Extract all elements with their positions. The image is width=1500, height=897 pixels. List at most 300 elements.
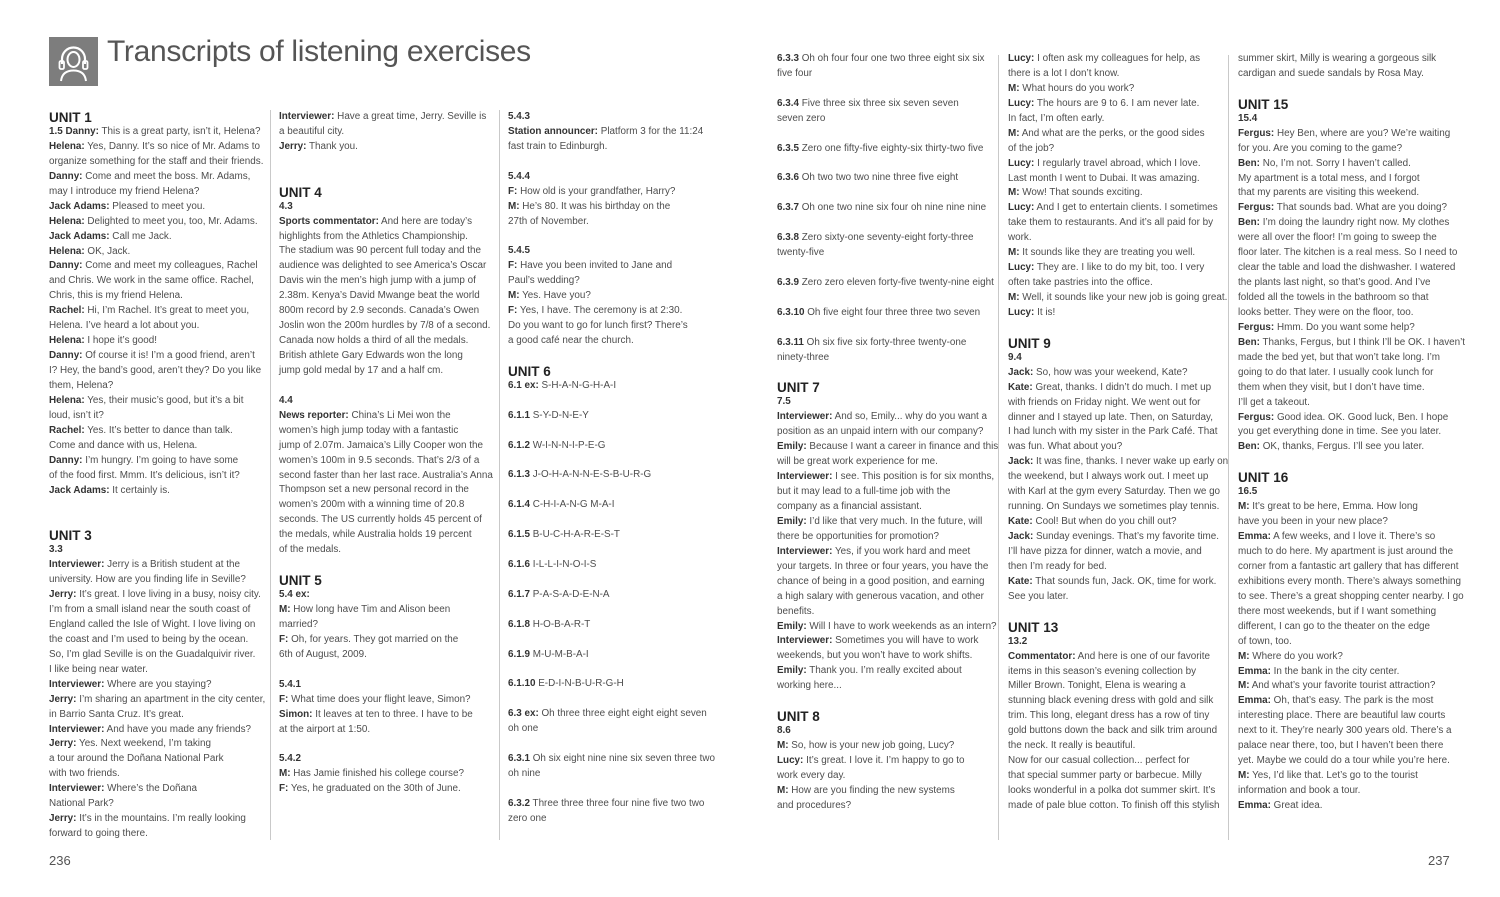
transcript-line: [1238, 784, 1458, 799]
transcript-line: [777, 171, 997, 186]
transcript-line: [1008, 97, 1228, 112]
transcript-line: [508, 588, 728, 603]
transcript-line: [279, 439, 499, 454]
transcript-line: [1008, 784, 1228, 799]
transcript-line: [1238, 381, 1458, 396]
line-text: Do you want to go for lunch first? There’s: [508, 320, 688, 332]
speaker-label: Emma:: [1238, 799, 1271, 811]
line-text: I hope it’s good!: [84, 335, 157, 347]
line-text: Pleased to meet you.: [109, 200, 206, 212]
line-text: the coast and I’m used to being by the ocean.: [49, 633, 249, 645]
line-text: I’m sharing an apartment in the city center,: [76, 693, 266, 705]
line-text: Oh six five six forty-three twenty-one: [803, 336, 967, 348]
transcript-line: [49, 409, 269, 424]
line-text: with friends on Friday night. We went out for: [1008, 396, 1201, 408]
transcript-line: [1238, 67, 1458, 82]
spacer: [49, 498, 269, 528]
transcript-line: [279, 513, 499, 528]
line-text: of town, too.: [1238, 635, 1292, 647]
spacer: [508, 454, 728, 469]
page-header: [49, 33, 531, 89]
transcript-line: [1008, 216, 1228, 231]
transcript-line: [1008, 440, 1228, 455]
transcript-line: [1238, 157, 1458, 172]
speaker-label: Sports commentator:: [279, 215, 379, 227]
line-text: Yes, Danny. It’s so nice of Mr. Adams to: [84, 140, 260, 152]
transcript-line: [777, 784, 997, 799]
line-text: Have you been invited to Jane and: [517, 260, 673, 272]
line-text: I’m from a small island near the south coast of: [49, 604, 251, 616]
speaker-label: 6.3.4: [777, 97, 799, 109]
line-text: M-U-M-B-A-I: [529, 648, 589, 660]
line-text: Come and meet the boss. Mr. Adams,: [82, 170, 251, 182]
transcript-line: [1238, 440, 1458, 455]
transcript-line: [49, 245, 269, 260]
speaker-label: Jack:: [1008, 456, 1034, 468]
line-text: Oh six eight nine nine six seven three two: [529, 753, 715, 765]
transcript-line: [1008, 470, 1228, 485]
spacer: [508, 543, 728, 558]
transcript-line: [508, 125, 728, 140]
line-text: Yes. It’s better to dance than talk.: [84, 424, 233, 436]
speaker-label: Interviewer:: [777, 411, 833, 423]
speaker-label: Emma:: [1238, 695, 1271, 707]
transcript-line: [1238, 351, 1458, 366]
transcript-line: [49, 663, 269, 678]
exercise-number: 5.4.5: [508, 245, 530, 257]
line-text: Call me Jack.: [109, 230, 172, 242]
line-text: Good idea. OK. Good luck, Ben. I hope: [1274, 411, 1449, 423]
line-text: but it may lead to a full-time job with the: [777, 486, 951, 498]
line-text: H-O-B-A-R-T: [529, 618, 591, 630]
transcript-line: [1008, 724, 1228, 739]
line-text: yet. Maybe we could do a tour while you’re here.: [1238, 755, 1450, 767]
transcript-line: [1238, 127, 1458, 142]
transcript-line: [1008, 306, 1228, 321]
line-text: oh nine: [508, 768, 541, 780]
speaker-label: Interviewer:: [777, 545, 833, 557]
line-text: A few weeks, and I love it. There’s so: [1270, 531, 1436, 543]
transcript-line: [49, 737, 269, 752]
transcript-line: [1008, 142, 1228, 157]
spacer: [508, 737, 728, 752]
unit-heading: UNIT 13: [1008, 619, 1059, 635]
line-text: a beautiful city.: [279, 125, 345, 137]
line-text: I see. This position is for six months,: [832, 471, 995, 483]
transcript-line: [49, 259, 269, 274]
line-text: So, I’m glad Seville is on the Guadalquivir river.: [49, 648, 256, 660]
transcript-line: [49, 782, 269, 797]
line-text: China’s Li Mei won the: [348, 409, 451, 421]
speaker-label: Helena:: [49, 335, 85, 347]
transcript-line: [279, 304, 499, 319]
page-title: Transcripts of listening exercises: [107, 35, 531, 68]
line-text: that special summer party or barbecue. Milly: [1008, 770, 1202, 782]
line-text: Platform 3 for the 11:24: [597, 125, 704, 137]
transcript-line: [279, 409, 499, 424]
speaker-label: Ben:: [1238, 441, 1260, 453]
line-text: British athlete Gary Edwards won the long: [279, 350, 463, 362]
speaker-label: Interviewer:: [777, 635, 833, 647]
line-text: It’s great to be here, Emma. How long: [1249, 501, 1418, 513]
line-text: twenty-five: [777, 247, 825, 259]
line-text: them when they visit, but I don’t have time.: [1238, 381, 1425, 393]
speaker-label: Emily:: [777, 620, 807, 632]
transcript-line: [1008, 799, 1228, 814]
line-text: Thanks, Fergus, but I think I’ll be OK. I haven’t: [1259, 336, 1466, 348]
line-text: dinner and I stayed up late. Then, on Saturday,: [1008, 411, 1213, 423]
line-text: Hi, I’m Rachel. It’s great to meet you,: [84, 305, 250, 317]
transcript-line: [49, 424, 269, 439]
transcript-line: [279, 454, 499, 469]
transcript-line: [1238, 620, 1458, 635]
speaker-label: Kate:: [1008, 381, 1033, 393]
line-text: looks better. They were on the floor, too.: [1238, 306, 1414, 318]
line-text: Canada now holds a third of all the medals.: [279, 335, 469, 347]
speaker-label: Interviewer:: [49, 723, 105, 735]
transcript-line: [777, 306, 997, 321]
transcript-line: [49, 812, 269, 827]
speaker-label: F:: [508, 185, 518, 197]
speaker-label: Interviewer:: [777, 471, 833, 483]
speaker-label: 6.3.7: [777, 202, 799, 214]
transcript-line: [508, 409, 728, 424]
line-text: at the airport at 1:50.: [279, 723, 371, 735]
transcript-line: [279, 603, 499, 618]
line-text: And have you made any friends?: [104, 723, 252, 735]
speaker-label: M:: [777, 784, 789, 796]
speaker-label: Jack:: [1008, 531, 1034, 543]
transcript-line: [279, 140, 499, 155]
speaker-label: Interviewer:: [49, 678, 105, 690]
spacer: [777, 366, 997, 381]
transcript-line: [1238, 560, 1458, 575]
line-text: married?: [279, 618, 318, 630]
line-text: Come and dance with us, Helena.: [49, 439, 198, 451]
line-text: Well, it sounds like your new job is going great.: [1019, 292, 1228, 303]
transcript-line: [1238, 679, 1458, 694]
transcript-line: [49, 140, 269, 155]
line-text: My apartment is a total mess, and I forgot: [1238, 172, 1420, 184]
line-text: In the bank in the city center.: [1270, 665, 1400, 677]
line-text: there most weekends, but if I want something: [1238, 605, 1437, 617]
transcript-line: [1238, 52, 1458, 67]
line-text: Oh, that’s easy. The park is the most: [1270, 695, 1434, 707]
speaker-label: 1.5 Danny:: [49, 126, 99, 137]
transcript-line: [508, 319, 728, 334]
line-text: your targets. In three or four years, you have the: [777, 560, 989, 572]
speaker-label: F:: [508, 260, 518, 272]
line-text: W-I-N-N-I-P-E-G: [529, 439, 606, 451]
transcript-line: [508, 468, 728, 483]
transcript-line: [508, 558, 728, 573]
spacer: [508, 349, 728, 364]
speaker-label: Helena:: [49, 394, 85, 406]
line-text: Have a great time, Jerry. Seville is: [334, 111, 487, 122]
transcript-line: [777, 605, 997, 620]
speaker-label: 6.3.5: [777, 142, 799, 154]
spacer: [1238, 455, 1458, 470]
transcript-line: [1238, 650, 1458, 665]
transcript-line: [279, 648, 499, 663]
transcript-line: [777, 336, 997, 351]
transcript-line: [1238, 739, 1458, 754]
transcript-line: [777, 425, 997, 440]
line-text: Oh one two nine six four oh nine nine nine: [798, 202, 987, 214]
line-text: Yes, I have. The ceremony is at 2:30.: [517, 305, 683, 317]
line-text: S-H-A-N-G-H-A-I: [538, 379, 617, 391]
transcript-line: [279, 633, 499, 648]
speaker-label: M:: [508, 290, 520, 302]
transcript-line: [49, 469, 269, 484]
line-text: Zero one fifty-five eighty-six thirty-two five: [798, 142, 984, 154]
speaker-label: Danny:: [49, 454, 83, 466]
transcript-line: [1238, 590, 1464, 605]
line-text: benefits.: [777, 605, 815, 617]
spacer: [777, 216, 997, 231]
line-text: They are. I like to do my bit, too. I very: [1034, 262, 1205, 274]
unit-heading: UNIT 1: [49, 110, 92, 125]
line-text: and procedures?: [777, 799, 852, 811]
transcript-line: [279, 782, 499, 797]
transcript-line: [49, 708, 269, 723]
line-text: organize something for the staff and their friends.: [49, 155, 264, 167]
line-text: corner from a fantastic art gallery that has different: [1238, 560, 1459, 572]
transcript-line: [1008, 455, 1228, 470]
line-text: women’s high jump today with a fantastic: [279, 424, 459, 436]
transcript-line: [1238, 291, 1458, 306]
line-text: women’s 200m with a winning time of 20.8: [279, 499, 465, 511]
line-text: See you later.: [1008, 590, 1069, 602]
line-text: In fact, I’m often early.: [1008, 112, 1105, 124]
line-text: The stadium was 90 percent full today and the: [279, 245, 482, 257]
line-text: Come and meet my colleagues, Rachel: [82, 260, 258, 272]
line-text: highlights from the Athletics Championship.: [279, 230, 468, 242]
line-text: second faster than her last race. Australia’s Anna: [279, 469, 493, 481]
transcript-line: [1008, 82, 1228, 97]
transcript-line: [49, 573, 269, 588]
line-text: have you been in your new place?: [1238, 516, 1388, 528]
transcript-line: [777, 679, 997, 694]
transcript-line: [1238, 411, 1458, 426]
speaker-label: Lucy:: [1008, 262, 1035, 274]
spacer: [508, 513, 728, 528]
line-text: with two friends.: [49, 768, 120, 780]
spacer: [508, 573, 728, 588]
transcript-line: [49, 827, 269, 842]
transcript-line: [508, 767, 728, 782]
line-text: Yes. Have you?: [519, 290, 591, 302]
speaker-label: M:: [1238, 770, 1250, 782]
speaker-label: Emma:: [1238, 665, 1271, 677]
line-text: cardigan and suede sandals by Rosa May.: [1238, 67, 1424, 79]
line-text: information and book a tour.: [1238, 785, 1361, 797]
unit-heading: UNIT 16: [1238, 470, 1289, 486]
transcript-line: [49, 767, 269, 782]
line-text: in Barrio Santa Cruz. It’s great.: [49, 708, 184, 720]
transcript-line: [1008, 127, 1228, 142]
transcript-line: [279, 274, 499, 289]
line-text: for you. Are you coming to the game?: [1238, 142, 1403, 154]
unit-heading: UNIT 15: [1238, 96, 1289, 112]
line-text: This is a great party, isn’t it, Helena?: [98, 126, 261, 137]
transcript-line: [279, 319, 499, 334]
transcript-line: [777, 410, 997, 425]
line-text: and Chris. We work in the same office. Rachel,: [49, 275, 254, 287]
transcript-line: [1008, 590, 1228, 605]
line-text: of the food first. Mmm. It’s delicious, isn’t it?: [49, 469, 240, 481]
spacer: [508, 155, 728, 170]
speaker-label: 6.1.10: [508, 678, 536, 690]
transcript-line: [777, 634, 997, 649]
exercise-number: 3.3: [49, 544, 63, 556]
transcript-column-6: [1238, 52, 1466, 814]
transcript-line: [1238, 724, 1458, 739]
speaker-label: Lucy:: [1008, 97, 1035, 109]
speaker-label: Jack:: [1008, 366, 1034, 378]
speaker-label: Danny:: [49, 170, 83, 182]
speaker-label: Fergus:: [1238, 127, 1275, 139]
line-text: forward to going there.: [49, 828, 148, 840]
speaker-label: F:: [279, 783, 289, 795]
speaker-label: Fergus:: [1238, 411, 1275, 423]
speaker-label: 6.1.4: [508, 499, 530, 511]
line-text: It is!: [1034, 306, 1056, 318]
speaker-label: Emily:: [777, 515, 807, 527]
line-text: often take pastries into the office.: [1008, 277, 1153, 289]
speaker-label: 6.1.3: [508, 469, 530, 481]
spacer: [777, 157, 997, 172]
speaker-label: 6.1.8: [508, 618, 530, 630]
speaker-label: Rachel:: [49, 424, 85, 436]
transcript-line: [1008, 665, 1228, 680]
speaker-label: 6.1.1: [508, 409, 530, 421]
line-text: the neck. It really is beautiful.: [1008, 740, 1136, 752]
line-text: Oh two two two nine three five eight: [798, 172, 959, 184]
transcript-line: [508, 812, 728, 827]
exercise-number: 5.4.3: [508, 111, 530, 122]
speaker-label: 6.3.9: [777, 276, 799, 288]
line-text: I often ask my colleagues for help, as: [1034, 53, 1201, 64]
transcript-line: [1238, 231, 1458, 246]
line-text: take them to restaurants. And it’s all paid for by: [1008, 217, 1214, 229]
transcript-line: [508, 498, 728, 513]
line-text: Delighted to meet you, too, Mr. Adams.: [84, 215, 258, 227]
transcript-line: [1008, 261, 1228, 276]
transcript-line: [1008, 485, 1228, 500]
transcript-line: [1008, 52, 1228, 67]
transcript-line: [1238, 366, 1458, 381]
transcript-line: [279, 693, 499, 708]
speaker-label: Ben:: [1238, 217, 1260, 229]
line-text: summer skirt, Milly is wearing a gorgeous silk: [1238, 53, 1437, 64]
transcript-line: [1238, 575, 1462, 590]
line-text: Wow! That sounds exciting.: [1019, 187, 1143, 199]
speaker-label: Danny:: [49, 350, 83, 362]
speaker-label: M:: [1008, 187, 1020, 199]
speaker-label: Jerry:: [279, 140, 307, 152]
transcript-line: [1008, 530, 1228, 545]
transcript-line: [777, 52, 997, 67]
line-text: So, how is your new job going, Lucy?: [788, 740, 955, 752]
transcript-line: [279, 528, 499, 543]
line-text: Chris, this is my friend Helena.: [49, 290, 183, 302]
transcript-line: [279, 244, 499, 259]
line-text: folded all the towels in the bathroom so that: [1238, 292, 1429, 304]
unit-heading: UNIT 7: [777, 380, 820, 396]
transcript-line: [777, 201, 997, 216]
transcript-line: [49, 125, 269, 140]
transcript-line: [1238, 321, 1458, 336]
line-text: Davis win the men’s high jump with a jump of: [279, 275, 476, 287]
unit-heading: UNIT 5: [279, 573, 322, 589]
transcript-line: [1008, 769, 1228, 784]
line-text: I’m doing the laundry right now. My clothes: [1259, 217, 1450, 229]
transcript-line: [1238, 246, 1458, 261]
transcript-line: [279, 230, 499, 245]
transcript-line: [1008, 425, 1228, 440]
speaker-label: Lucy:: [1008, 306, 1035, 318]
transcript-line: [49, 439, 269, 454]
transcript-line: [508, 439, 728, 454]
line-text: I like being near water.: [49, 663, 148, 675]
speaker-label: F:: [279, 693, 289, 705]
spacer: [508, 692, 728, 707]
transcript-line: [777, 112, 997, 127]
transcript-line: [1008, 515, 1228, 530]
transcript-line: [279, 289, 499, 304]
speaker-label: 6.3.11: [777, 336, 804, 348]
transcript-line: [777, 67, 997, 82]
exercise-number: 4.4: [279, 394, 293, 406]
transcript-line: [1008, 366, 1228, 381]
line-text: the medals, while Australia holds 19 percent: [279, 529, 472, 541]
speaker-label: 6.1.2: [508, 439, 530, 451]
transcript-line: [1238, 261, 1458, 276]
line-text: England called the Isle of Wight. I love living on: [49, 618, 256, 630]
line-text: was fun. What about you?: [1008, 441, 1123, 453]
line-text: I regularly travel abroad, which I love.: [1034, 157, 1201, 169]
speaker-label: 6.1.5: [508, 529, 530, 541]
transcript-line: [49, 334, 269, 349]
transcript-line: [1008, 694, 1228, 709]
line-text: Yes. Next weekend, I’m taking: [76, 738, 211, 750]
transcript-line: [1008, 186, 1228, 201]
transcript-line: [1008, 739, 1228, 754]
speaker-label: Lucy:: [1008, 157, 1035, 169]
line-text: S-Y-D-N-E-Y: [529, 409, 589, 421]
line-text: How are you finding the new systems: [788, 784, 955, 796]
line-text: of the medals.: [279, 544, 342, 556]
spacer: [1238, 82, 1458, 97]
speaker-label: Emily:: [777, 665, 807, 677]
transcript-line: [49, 678, 269, 693]
transcript-line: [508, 752, 728, 767]
page-number-left: 236: [49, 853, 71, 868]
unit-heading: UNIT 9: [1008, 335, 1051, 351]
transcript-line: [1008, 201, 1228, 216]
line-text: looks wonderful in a polka dot summer skirt. It’s: [1008, 785, 1216, 797]
transcript-line: [279, 424, 499, 439]
transcript-line: [1008, 112, 1228, 127]
transcript-line: [508, 707, 728, 722]
transcript-line: [279, 723, 499, 738]
speaker-label: News reporter:: [279, 409, 349, 421]
line-text: Oh three three eight eight eight seven: [538, 708, 707, 720]
transcript-line: [1238, 754, 1458, 769]
line-text: OK, thanks, Fergus. I’ll see you later.: [1259, 441, 1425, 453]
transcript-line: [49, 484, 269, 499]
